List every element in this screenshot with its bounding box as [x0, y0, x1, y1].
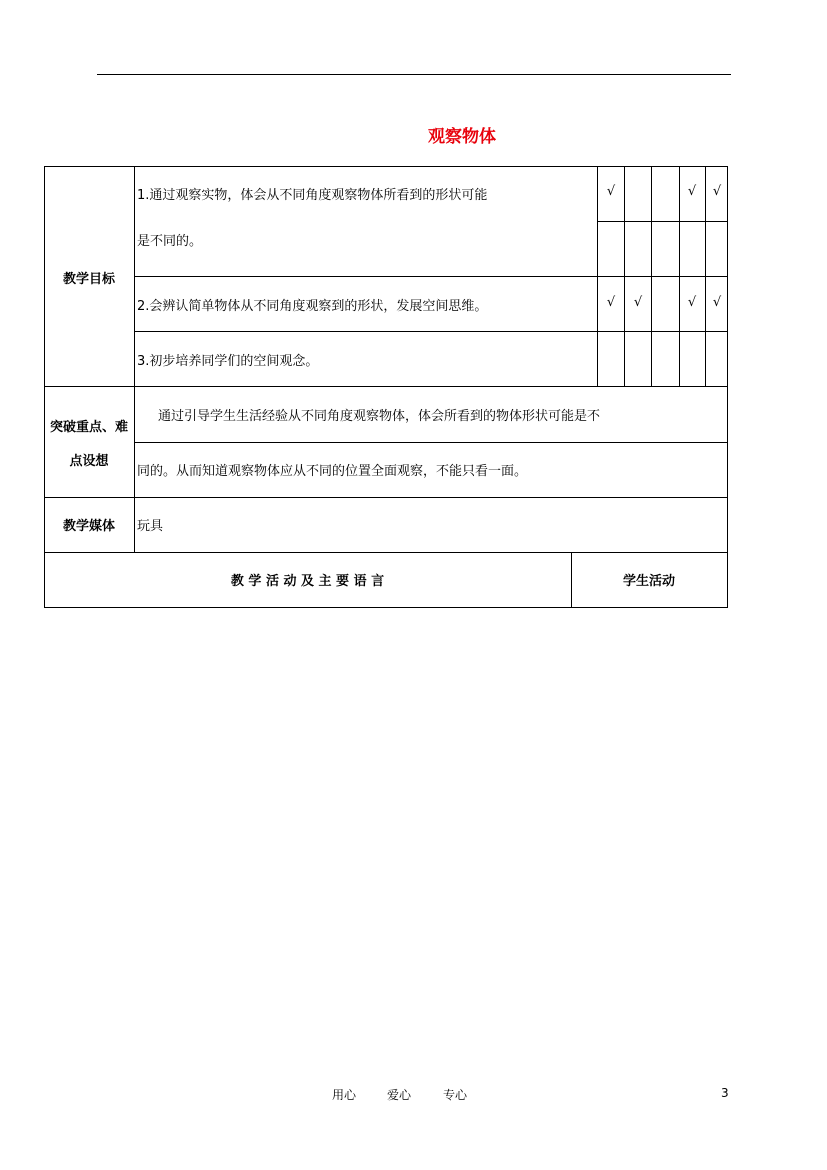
table-line: [134, 331, 728, 332]
goal-1-line2: 是不同的。: [137, 234, 203, 249]
media-label: 教学媒体: [62, 519, 115, 534]
key-text-line2: 同的。从而知道观察物体应从不同的位置全面观察，不能只看一面。: [137, 464, 528, 479]
check-mark: √: [606, 295, 616, 310]
header-rule: [97, 74, 731, 75]
key-label-line2: 点设想: [69, 454, 109, 469]
table-line: [597, 221, 728, 222]
table-line: [134, 442, 728, 443]
media-value: 玩具: [137, 519, 164, 534]
table-line: [651, 166, 652, 386]
table-line: [624, 166, 625, 386]
footer-item: 专心: [443, 1088, 468, 1102]
check-mark: √: [687, 184, 697, 199]
page-title: 观察物体: [428, 127, 496, 147]
page-number: 3: [721, 1086, 729, 1100]
table-line: [597, 166, 598, 386]
goal-3-text: 3.初步培养同学们的空间观念。: [137, 354, 319, 369]
check-mark: √: [633, 295, 643, 310]
goals-label: 教学目标: [62, 272, 115, 287]
footer-item: 爱心: [387, 1088, 412, 1102]
table-border-bottom: [44, 607, 728, 608]
table-line: [44, 497, 728, 498]
table-line: [679, 166, 680, 386]
footer-item: 用心: [332, 1088, 357, 1102]
table-border-left: [44, 166, 45, 608]
check-mark: √: [712, 184, 722, 199]
key-text-line1: 通过引导学生生活经验从不同角度观察物体，体会所看到的物体形状可能是不: [158, 409, 601, 424]
check-mark: √: [606, 184, 616, 199]
check-mark: √: [687, 295, 697, 310]
check-mark: √: [712, 295, 722, 310]
table-line: [134, 166, 135, 552]
goal-2-text: 2.会辨认简单物体从不同角度观察到的形状，发展空间思维。: [137, 299, 488, 314]
goal-1-line1: 1.通过观察实物，体会从不同角度观察物体所看到的形状可能: [137, 188, 488, 203]
table-line: [44, 386, 728, 387]
table-line: [44, 552, 728, 553]
table-line: [705, 166, 706, 386]
table-border-right: [727, 166, 728, 608]
student-activities-header: 学生活动: [622, 574, 675, 589]
activities-header: 教 学 活 动 及 主 要 语 言: [230, 574, 385, 589]
table-border-top: [44, 166, 728, 167]
table-line: [134, 276, 728, 277]
key-label-line1: 突破重点、难: [49, 420, 128, 435]
